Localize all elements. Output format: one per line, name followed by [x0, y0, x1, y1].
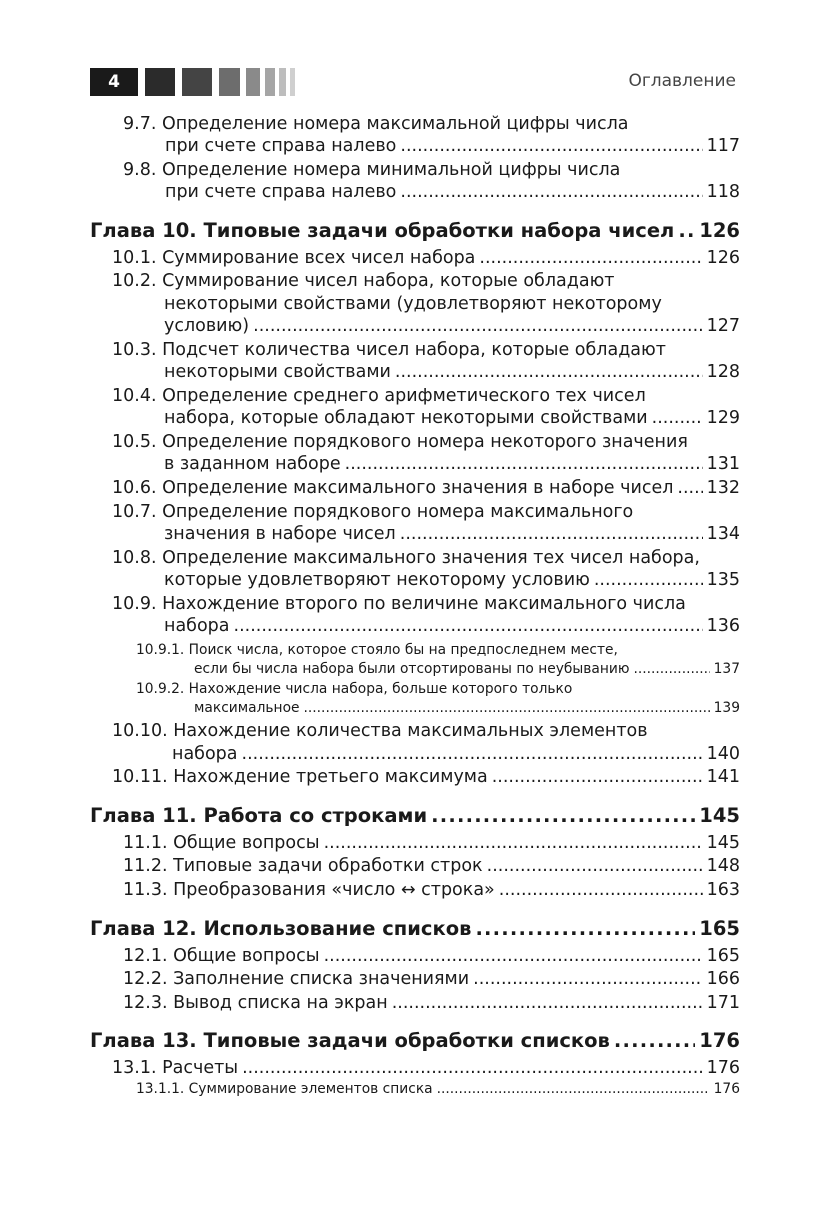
toc-entry[interactable]: 10.3. Подсчет количества чисел набора, которые обладают некоторыми свойствами ..... 128 [90, 339, 740, 384]
toc-entry[interactable]: 10.5. Определение порядкового номера некоторого значения в заданном наборе ..... 131 [90, 431, 740, 476]
page-ref: 145 [706, 832, 740, 853]
page-ref: 127 [706, 316, 740, 337]
page-ref: 131 [706, 454, 740, 475]
page-ref: 165 [699, 916, 740, 940]
toc-entry[interactable]: 9.7. Определение номера максимальной цифры числа при счете справа налево ..... 117 [90, 113, 740, 158]
toc-entry[interactable]: 12.1. Общие вопросы ..... 165 [90, 945, 740, 967]
page-ref: 128 [706, 362, 740, 383]
toc-chapter[interactable]: Глава 11. Работа со строками ..... 145 [90, 803, 740, 829]
toc-entry[interactable]: 10.8. Определение максимального значения тех чисел набора, которые удовлетворяют некоторому условию ..... 135 [90, 547, 740, 592]
toc-entry[interactable]: 12.3. Вывод списка на экран ..... 171 [90, 992, 740, 1014]
page-ref: 139 [713, 700, 740, 717]
header-decor-block [279, 68, 286, 96]
toc-subentry[interactable]: 10.9.2. Нахождение числа набора, больше которого только максимальное ..... 139 [90, 680, 740, 719]
toc-entry[interactable]: 10.7. Определение порядкового номера максимального значения в наборе чисел ..... 134 [90, 501, 740, 546]
header-decor-block [265, 68, 275, 96]
page-ref: 129 [706, 408, 740, 429]
toc-entry[interactable]: 11.2. Типовые задачи обработки строк ..... 148 [90, 855, 740, 877]
page-ref: 163 [706, 880, 740, 901]
page-ref: 126 [706, 247, 740, 268]
page-ref: 118 [706, 182, 740, 203]
toc-entry[interactable]: 10.9. Нахождение второго по величине максимального числа набора ..... 136 [90, 593, 740, 638]
page-number: 4 [90, 68, 138, 96]
header-decor-block [290, 68, 295, 96]
section-title: Оглавление [628, 71, 736, 91]
page-ref: 137 [713, 661, 740, 678]
toc-entry[interactable]: 10.11. Нахождение третьего максимума ..... 141 [90, 766, 740, 788]
page-ref: 176 [706, 1058, 740, 1079]
toc-entry[interactable]: 10.10. Нахождение количества максимальных элементов набора ..... 140 [90, 720, 740, 765]
toc-entry[interactable]: 10.6. Определение максимального значения в наборе чисел ..... 132 [90, 477, 740, 499]
table-of-contents [90, 113, 740, 1099]
page-ref: 132 [706, 478, 740, 499]
toc-entry[interactable]: 10.4. Определение среднего арифметического тех чисел набора, которые обладают некоторыми свойствами ..... 129 [90, 385, 740, 430]
header-decor-block [182, 68, 212, 96]
page-ref: 176 [713, 1080, 740, 1097]
toc-chapter[interactable]: Глава 12. Использование списков ..... 165 [90, 916, 740, 942]
page-ref: 171 [706, 993, 740, 1014]
page-ref: 117 [706, 136, 740, 157]
toc-entry[interactable]: 10.1. Суммирование всех чисел набора ..... 126 [90, 247, 740, 269]
page-ref: 135 [706, 570, 740, 591]
header-decor-block [219, 68, 240, 96]
page-ref: 148 [706, 856, 740, 877]
page-ref: 165 [706, 945, 740, 966]
page-header [90, 68, 740, 96]
page-ref: 136 [706, 616, 740, 637]
toc-subentry[interactable]: 13.1.1. Суммирование элементов списка ..... 176 [90, 1080, 740, 1100]
toc-subentry[interactable]: 10.9.1. Поиск числа, которое стояло бы на предпоследнем месте, если бы числа набора были отсортированы по неубыванию ..... 137 [90, 641, 740, 680]
page-ref: 141 [706, 767, 740, 788]
toc-entry[interactable]: 9.8. Определение номера минимальной цифры числа при счете справа налево ..... 118 [90, 159, 740, 204]
toc-entry[interactable]: 12.2. Заполнение списка значениями ..... 166 [90, 968, 740, 990]
toc-entry[interactable]: 13.1. Расчеты ..... 176 [90, 1057, 740, 1079]
page-ref: 145 [699, 803, 740, 827]
toc-chapter[interactable]: Глава 10. Типовые задачи обработки набора чисел ..... 126 [90, 218, 740, 244]
page-ref: 140 [706, 743, 740, 764]
toc-entry[interactable]: 11.1. Общие вопросы ..... 145 [90, 832, 740, 854]
header-decor-block [145, 68, 175, 96]
toc-entry[interactable]: 10.2. Суммирование чисел набора, которые обладают некоторыми свойствами (удовлетворяют некоторому условию) ..... 127 [90, 270, 740, 337]
page-ref: 134 [706, 524, 740, 545]
toc-chapter[interactable]: Глава 13. Типовые задачи обработки списков ..... 176 [90, 1028, 740, 1054]
page-ref: 126 [699, 218, 740, 242]
header-decor-block [246, 68, 260, 96]
page-ref: 166 [706, 969, 740, 990]
page-ref: 176 [699, 1029, 740, 1053]
toc-entry[interactable]: 11.3. Преобразования «число ↔ строка» ..... 163 [90, 879, 740, 901]
